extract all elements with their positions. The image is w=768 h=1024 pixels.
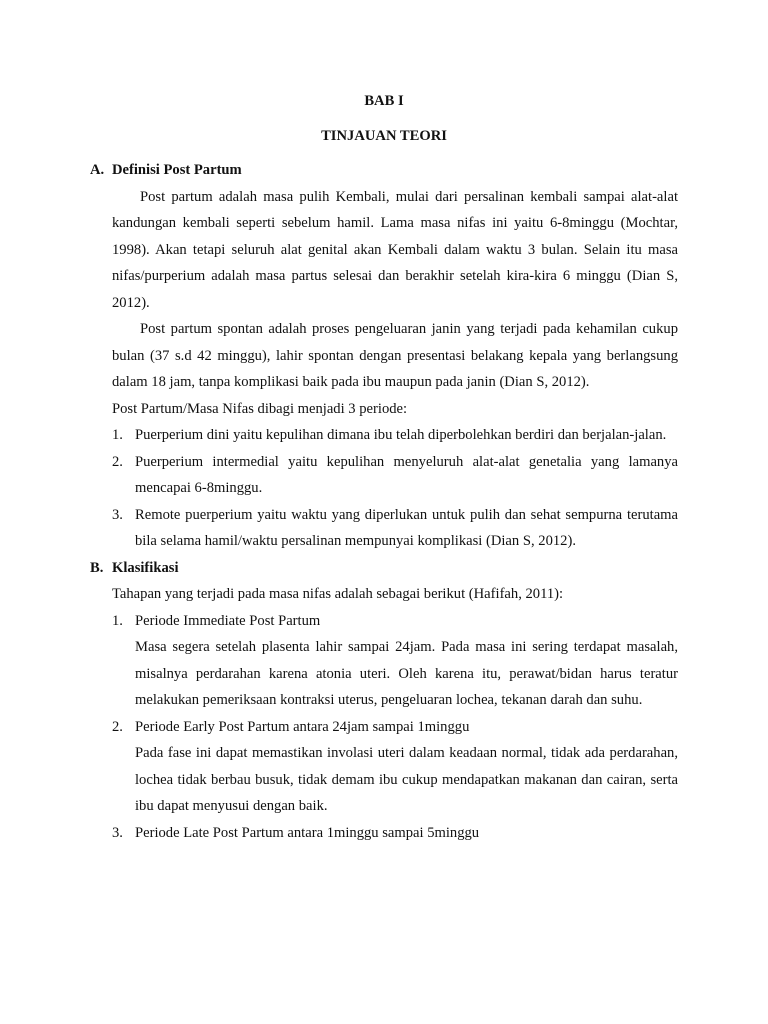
- list-item-number: 2.: [112, 453, 123, 470]
- list-item: [112, 608, 678, 635]
- list-item-text: Puerperium dini yaitu kepulihan dimana ibu telah diperbolehkan berdiri dan berjalan-jalan.: [135, 427, 667, 443]
- list-item-text: Puerperium intermedial yaitu kepulihan menyeluruh alat-alat genetalia yang lamanya mencapai 6-8minggu.: [135, 453, 678, 496]
- section-a-paragraph-1: Post partum adalah masa pulih Kembali, mulai dari persalinan kembali sampai alat-alat kandungan kembali seperti sebelum hamil. Lama masa nifas ini yaitu 6-8minggu (Mochtar, 1998). Akan tetapi seluruh alat genital akan Kembali dalam waktu 3 bulan. Selain itu masa nifas/purperium adalah masa partus selesai dan berakhir setelah kira-kira 6 minggu (Dian S, 2012).: [112, 188, 678, 311]
- chapter-number: BAB I: [364, 93, 404, 109]
- list-item: [112, 449, 678, 502]
- list-item-number: 1.: [112, 612, 123, 629]
- list-item: [112, 714, 678, 741]
- chapter-title: TINJAUAN TEORI: [321, 128, 447, 144]
- section-b-stage-list-3: [112, 820, 678, 847]
- list-item-body: Masa segera setelah plasenta lahir sampai 24jam. Pada masa ini sering terdapat masalah, misalnya perdarahan karena atonia uteri. Oleh karena itu, perawat/bidan harus teratur melakukan pemeriksaan kontraksi uterus, pengeluaran lochea, tekanan darah dan suhu.: [135, 639, 678, 708]
- section-a-letter: A.: [90, 162, 105, 178]
- list-item-number: 3.: [112, 824, 123, 841]
- section-b-title: Klasifikasi: [112, 559, 179, 576]
- section-a-period-list: [112, 422, 678, 555]
- section-b-letter: B.: [90, 559, 104, 576]
- list-item: [112, 502, 678, 555]
- section-b-stage-list-2: [112, 714, 678, 741]
- list-item-body: Pada fase ini dapat memastikan involasi uteri dalam keadaan normal, tidak ada perdarahan, lochea tidak berbau busuk, tidak demam ibu cukup mendapatkan makanan dan cairan, serta ibu dapat menyusui dengan baik.: [135, 745, 678, 814]
- section-b-heading: [90, 555, 678, 582]
- section-b-stage-list: [112, 608, 678, 635]
- section-b-intro: Tahapan yang terjadi pada masa nifas adalah sebagai berikut (Hafifah, 2011):: [112, 586, 564, 602]
- section-a-paragraph-2: Post partum spontan adalah proses pengeluaran janin yang terjadi pada kehamilan cukup bulan (37 s.d 42 minggu), lahir spontan dengan presentasi belakang kepala yang berlangsung dalam 18 jam, tanpa komplikasi baik pada ibu maupun pada janin (Dian S, 2012).: [112, 321, 678, 390]
- list-item-title: Periode Early Post Partum antara 24jam sampai 1minggu: [135, 718, 470, 735]
- section-a-title: Definisi Post Partum: [112, 162, 242, 178]
- list-item-number: 1.: [112, 427, 123, 443]
- list-item: [112, 422, 678, 449]
- section-a-list-intro: Post Partum/Masa Nifas dibagi menjadi 3 periode:: [112, 400, 408, 417]
- list-item-title: Periode Immediate Post Partum: [135, 612, 321, 629]
- list-item-text: Remote puerperium yaitu waktu yang diperlukan untuk pulih dan sehat sempurna terutama bila selama hamil/waktu persalinan mempunyai komplikasi (Dian S, 2012).: [135, 506, 678, 549]
- list-item-number: 3.: [112, 506, 123, 523]
- document-page: [90, 88, 678, 846]
- list-item-title: Periode Late Post Partum antara 1minggu sampai 5minggu: [135, 824, 480, 841]
- section-a-heading: [90, 157, 678, 184]
- list-item-number: 2.: [112, 718, 123, 735]
- list-item: [112, 820, 678, 847]
